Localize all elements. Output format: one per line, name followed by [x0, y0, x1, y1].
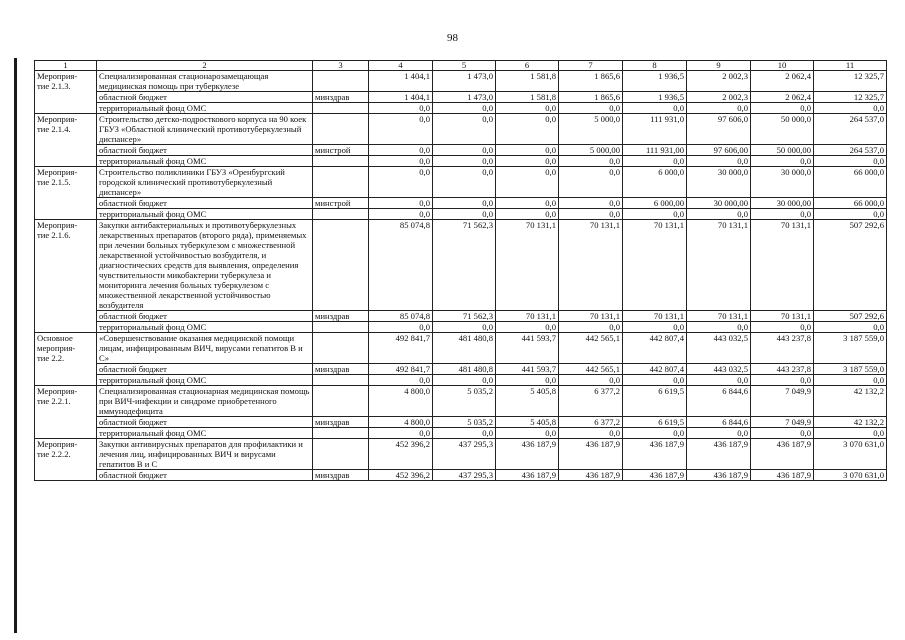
amount-cell: 66 000,0 — [814, 198, 887, 209]
row-description: территориальный фонд ОМС — [97, 156, 313, 167]
amount-cell: 70 131,1 — [751, 220, 814, 311]
amount-cell: 436 187,9 — [623, 470, 687, 481]
responsible-executor — [313, 439, 369, 470]
table-row — [35, 145, 887, 156]
amount-cell: 492 841,7 — [369, 333, 433, 364]
amount-cell: 436 187,9 — [751, 470, 814, 481]
amount-cell: 437 295,3 — [433, 439, 496, 470]
amount-cell: 7 049,9 — [751, 386, 814, 417]
amount-cell: 3 187 559,0 — [814, 364, 887, 375]
measure-code: Мероприя- тие 2.2.1. — [35, 386, 97, 439]
amount-cell: 0,0 — [433, 198, 496, 209]
amount-cell: 5 000,00 — [559, 145, 623, 156]
amount-cell: 1 581,8 — [496, 71, 559, 92]
table-row — [35, 333, 887, 364]
responsible-executor — [313, 386, 369, 417]
amount-cell: 30 000,0 — [751, 167, 814, 198]
amount-cell: 5 405,8 — [496, 417, 559, 428]
amount-cell: 70 131,1 — [496, 311, 559, 322]
amount-cell: 481 480,8 — [433, 364, 496, 375]
amount-cell: 70 131,1 — [496, 220, 559, 311]
row-description: областной бюджет — [97, 92, 313, 103]
column-header: 7 — [559, 61, 623, 71]
amount-cell: 452 396,2 — [369, 439, 433, 470]
row-description: областной бюджет — [97, 198, 313, 209]
amount-cell: 441 593,7 — [496, 364, 559, 375]
row-description: областной бюджет — [97, 145, 313, 156]
amount-cell: 0,0 — [623, 375, 687, 386]
amount-cell: 0,0 — [814, 156, 887, 167]
table-row — [35, 156, 887, 167]
table-row — [35, 386, 887, 417]
amount-cell: 97 606,00 — [687, 145, 751, 156]
responsible-executor — [313, 114, 369, 145]
amount-cell: 42 132,2 — [814, 386, 887, 417]
table-row — [35, 364, 887, 375]
amount-cell: 442 565,1 — [559, 364, 623, 375]
amount-cell: 481 480,8 — [433, 333, 496, 364]
amount-cell: 0,0 — [559, 156, 623, 167]
amount-cell: 0,0 — [433, 428, 496, 439]
amount-cell: 4 800,0 — [369, 417, 433, 428]
amount-cell: 443 237,8 — [751, 364, 814, 375]
amount-cell: 436 187,9 — [496, 470, 559, 481]
amount-cell: 5 000,0 — [559, 114, 623, 145]
amount-cell: 5 035,2 — [433, 417, 496, 428]
row-description: территориальный фонд ОМС — [97, 322, 313, 333]
responsible-executor: минздрав — [313, 417, 369, 428]
table-row — [35, 428, 887, 439]
amount-cell: 85 074,8 — [369, 220, 433, 311]
amount-cell: 0,0 — [433, 103, 496, 114]
amount-cell: 66 000,0 — [814, 167, 887, 198]
amount-cell: 30 000,00 — [687, 198, 751, 209]
amount-cell: 12 325,7 — [814, 92, 887, 103]
amount-cell: 6 000,00 — [623, 198, 687, 209]
amount-cell: 436 187,9 — [559, 439, 623, 470]
amount-cell: 436 187,9 — [751, 439, 814, 470]
amount-cell: 111 931,0 — [623, 114, 687, 145]
row-description: Закупки антивирусных препаратов для профилактики и лечения лиц, инфицированных ВИЧ и вирусами гепатитов В и С — [97, 439, 313, 470]
amount-cell: 0,0 — [687, 375, 751, 386]
responsible-executor — [313, 156, 369, 167]
amount-cell: 3 070 631,0 — [814, 439, 887, 470]
amount-cell: 0,0 — [496, 114, 559, 145]
amount-cell: 0,0 — [751, 209, 814, 220]
amount-cell: 1 404,1 — [369, 92, 433, 103]
amount-cell: 0,0 — [751, 103, 814, 114]
amount-cell: 0,0 — [814, 322, 887, 333]
amount-cell: 0,0 — [496, 375, 559, 386]
column-header: 4 — [369, 61, 433, 71]
amount-cell: 4 800,0 — [369, 386, 433, 417]
amount-cell: 1 865,6 — [559, 92, 623, 103]
measure-code: Мероприя- тие 2.1.4. — [35, 114, 97, 167]
amount-cell: 264 537,0 — [814, 114, 887, 145]
amount-cell: 0,0 — [369, 322, 433, 333]
amount-cell: 71 562,3 — [433, 311, 496, 322]
amount-cell: 70 131,1 — [623, 220, 687, 311]
amount-cell: 0,0 — [369, 375, 433, 386]
amount-cell: 3 070 631,0 — [814, 470, 887, 481]
amount-cell: 0,0 — [369, 428, 433, 439]
amount-cell: 6 844,6 — [687, 386, 751, 417]
row-description: территориальный фонд ОМС — [97, 209, 313, 220]
amount-cell: 436 187,9 — [687, 470, 751, 481]
amount-cell: 70 131,1 — [687, 311, 751, 322]
amount-cell: 0,0 — [559, 198, 623, 209]
amount-cell: 0,0 — [751, 156, 814, 167]
amount-cell: 0,0 — [369, 198, 433, 209]
amount-cell: 70 131,1 — [623, 311, 687, 322]
measure-code: Мероприя- тие 2.2.2. — [35, 439, 97, 481]
amount-cell: 0,0 — [623, 209, 687, 220]
amount-cell: 0,0 — [559, 167, 623, 198]
amount-cell: 0,0 — [496, 198, 559, 209]
amount-cell: 436 187,9 — [496, 439, 559, 470]
row-description: Строительство детско-подросткового корпуса на 90 коек ГБУЗ «Областной клинический противотуберкулезный диспансер» — [97, 114, 313, 145]
amount-cell: 1 936,5 — [623, 71, 687, 92]
row-description: «Совершенствование оказания медицинской помощи лицам, инфицированным ВИЧ, вирусами гепатитов В и С» — [97, 333, 313, 364]
amount-cell: 50 000,0 — [751, 114, 814, 145]
column-header: 8 — [623, 61, 687, 71]
page-number: 98 — [447, 32, 458, 44]
amount-cell: 0,0 — [433, 114, 496, 145]
table-row — [35, 417, 887, 428]
amount-cell: 0,0 — [559, 322, 623, 333]
row-description: областной бюджет — [97, 417, 313, 428]
amount-cell: 0,0 — [687, 103, 751, 114]
table-row — [35, 470, 887, 481]
responsible-executor: минстрой — [313, 145, 369, 156]
amount-cell: 6 377,2 — [559, 417, 623, 428]
measure-code: Мероприя- тие 2.1.5. — [35, 167, 97, 220]
budget-table — [34, 60, 887, 481]
amount-cell: 12 325,7 — [814, 71, 887, 92]
amount-cell: 0,0 — [496, 322, 559, 333]
amount-cell: 264 537,0 — [814, 145, 887, 156]
amount-cell: 2 062,4 — [751, 92, 814, 103]
amount-cell: 442 807,4 — [623, 333, 687, 364]
amount-cell: 0,0 — [751, 322, 814, 333]
measure-code: Мероприя- тие 2.1.3. — [35, 71, 97, 114]
binding-edge — [14, 58, 17, 633]
row-description: территориальный фонд ОМС — [97, 428, 313, 439]
table-row — [35, 375, 887, 386]
header-row — [35, 61, 887, 71]
amount-cell: 1 581,8 — [496, 92, 559, 103]
amount-cell: 0,0 — [751, 428, 814, 439]
table-row — [35, 209, 887, 220]
amount-cell: 97 606,0 — [687, 114, 751, 145]
table-row — [35, 167, 887, 198]
responsible-executor — [313, 322, 369, 333]
amount-cell: 507 292,6 — [814, 311, 887, 322]
amount-cell: 0,0 — [496, 167, 559, 198]
amount-cell: 437 295,3 — [433, 470, 496, 481]
amount-cell: 0,0 — [814, 428, 887, 439]
amount-cell: 443 237,8 — [751, 333, 814, 364]
amount-cell: 70 131,1 — [751, 311, 814, 322]
amount-cell: 442 565,1 — [559, 333, 623, 364]
amount-cell: 443 032,5 — [687, 364, 751, 375]
responsible-executor — [313, 428, 369, 439]
amount-cell: 1 865,6 — [559, 71, 623, 92]
amount-cell: 0,0 — [623, 103, 687, 114]
amount-cell: 70 131,1 — [559, 220, 623, 311]
measure-code: Мероприя- тие 2.1.6. — [35, 220, 97, 333]
amount-cell: 71 562,3 — [433, 220, 496, 311]
amount-cell: 1 473,0 — [433, 92, 496, 103]
amount-cell: 30 000,00 — [751, 198, 814, 209]
amount-cell: 436 187,9 — [623, 439, 687, 470]
amount-cell: 6 000,0 — [623, 167, 687, 198]
responsible-executor: минздрав — [313, 311, 369, 322]
amount-cell: 2 002,3 — [687, 71, 751, 92]
amount-cell: 0,0 — [369, 156, 433, 167]
amount-cell: 0,0 — [559, 209, 623, 220]
responsible-executor — [313, 220, 369, 311]
amount-cell: 0,0 — [623, 322, 687, 333]
amount-cell: 436 187,9 — [559, 470, 623, 481]
responsible-executor: минздрав — [313, 470, 369, 481]
responsible-executor — [313, 103, 369, 114]
amount-cell: 443 032,5 — [687, 333, 751, 364]
amount-cell: 1 404,1 — [369, 71, 433, 92]
amount-cell: 0,0 — [687, 428, 751, 439]
amount-cell: 30 000,0 — [687, 167, 751, 198]
amount-cell: 436 187,9 — [687, 439, 751, 470]
responsible-executor — [313, 209, 369, 220]
amount-cell: 0,0 — [433, 156, 496, 167]
amount-cell: 492 841,7 — [369, 364, 433, 375]
amount-cell: 452 396,2 — [369, 470, 433, 481]
row-description: территориальный фонд ОМС — [97, 103, 313, 114]
amount-cell: 0,0 — [369, 145, 433, 156]
amount-cell: 6 844,6 — [687, 417, 751, 428]
amount-cell: 5 405,8 — [496, 386, 559, 417]
amount-cell: 0,0 — [751, 375, 814, 386]
amount-cell: 0,0 — [814, 375, 887, 386]
responsible-executor — [313, 71, 369, 92]
amount-cell: 0,0 — [687, 322, 751, 333]
table-row — [35, 439, 887, 470]
column-header: 11 — [814, 61, 887, 71]
table-row — [35, 198, 887, 209]
responsible-executor — [313, 167, 369, 198]
responsible-executor: минздрав — [313, 92, 369, 103]
amount-cell: 0,0 — [559, 103, 623, 114]
amount-cell: 1 473,0 — [433, 71, 496, 92]
table-row — [35, 114, 887, 145]
column-header: 2 — [97, 61, 313, 71]
amount-cell: 0,0 — [369, 167, 433, 198]
amount-cell: 0,0 — [433, 145, 496, 156]
column-header: 5 — [433, 61, 496, 71]
amount-cell: 7 049,9 — [751, 417, 814, 428]
column-header: 6 — [496, 61, 559, 71]
table-row — [35, 322, 887, 333]
table-row — [35, 71, 887, 92]
responsible-executor: минстрой — [313, 198, 369, 209]
amount-cell: 0,0 — [814, 103, 887, 114]
row-description: Строительство поликлиники ГБУЗ «Оренбургский городской клинический противотуберкулезный диспансер» — [97, 167, 313, 198]
amount-cell: 0,0 — [433, 375, 496, 386]
amount-cell: 0,0 — [687, 209, 751, 220]
amount-cell: 0,0 — [623, 428, 687, 439]
amount-cell: 111 931,00 — [623, 145, 687, 156]
responsible-executor: минздрав — [313, 364, 369, 375]
amount-cell: 70 131,1 — [687, 220, 751, 311]
amount-cell: 0,0 — [433, 209, 496, 220]
amount-cell: 507 292,6 — [814, 220, 887, 311]
row-description: областной бюджет — [97, 470, 313, 481]
amount-cell: 0,0 — [623, 156, 687, 167]
row-description: Закупки антибактериальных и противотуберкулезных лекарственных препаратов (второго ряда), применяемых при лечении больных туберкулезом с множественной лекарственной устойчивостью возбудителя, и диагностических средств для выявления, определения чувствительности микобактерии туберкулеза и мониторинга лечения больных туберкулезом с множественной лекарственной устойчивостью возбудителя — [97, 220, 313, 311]
row-description: областной бюджет — [97, 364, 313, 375]
amount-cell: 70 131,1 — [559, 311, 623, 322]
table-row — [35, 220, 887, 311]
amount-cell: 0,0 — [496, 209, 559, 220]
amount-cell: 85 074,8 — [369, 311, 433, 322]
amount-cell: 42 132,2 — [814, 417, 887, 428]
amount-cell: 6 619,5 — [623, 386, 687, 417]
amount-cell: 0,0 — [559, 375, 623, 386]
amount-cell: 0,0 — [369, 114, 433, 145]
amount-cell: 2 002,3 — [687, 92, 751, 103]
row-description: областной бюджет — [97, 311, 313, 322]
amount-cell: 1 936,5 — [623, 92, 687, 103]
amount-cell: 50 000,00 — [751, 145, 814, 156]
row-description: Специализированная стационарная медицинская помощь при ВИЧ-инфекции и синдроме приобретенного иммунодефицита — [97, 386, 313, 417]
amount-cell: 2 062,4 — [751, 71, 814, 92]
amount-cell: 0,0 — [687, 156, 751, 167]
amount-cell: 0,0 — [369, 209, 433, 220]
amount-cell: 0,0 — [496, 428, 559, 439]
amount-cell: 0,0 — [814, 209, 887, 220]
table-body — [35, 71, 887, 481]
amount-cell: 441 593,7 — [496, 333, 559, 364]
column-header: 3 — [313, 61, 369, 71]
amount-cell: 0,0 — [496, 145, 559, 156]
amount-cell: 5 035,2 — [433, 386, 496, 417]
amount-cell: 0,0 — [433, 322, 496, 333]
amount-cell: 6 619,5 — [623, 417, 687, 428]
responsible-executor — [313, 333, 369, 364]
amount-cell: 6 377,2 — [559, 386, 623, 417]
amount-cell: 0,0 — [559, 428, 623, 439]
amount-cell: 0,0 — [433, 167, 496, 198]
row-description: территориальный фонд ОМС — [97, 375, 313, 386]
row-description: Специализированная стационарозамещающая медицинская помощь при туберкулезе — [97, 71, 313, 92]
column-header: 9 — [687, 61, 751, 71]
column-header: 10 — [751, 61, 814, 71]
amount-cell: 0,0 — [369, 103, 433, 114]
table-row — [35, 92, 887, 103]
table-row — [35, 103, 887, 114]
amount-cell: 442 807,4 — [623, 364, 687, 375]
amount-cell: 0,0 — [496, 156, 559, 167]
measure-code: Основное мероприя- тие 2.2. — [35, 333, 97, 386]
responsible-executor — [313, 375, 369, 386]
column-header: 1 — [35, 61, 97, 71]
table-row — [35, 311, 887, 322]
amount-cell: 3 187 559,0 — [814, 333, 887, 364]
amount-cell: 0,0 — [496, 103, 559, 114]
